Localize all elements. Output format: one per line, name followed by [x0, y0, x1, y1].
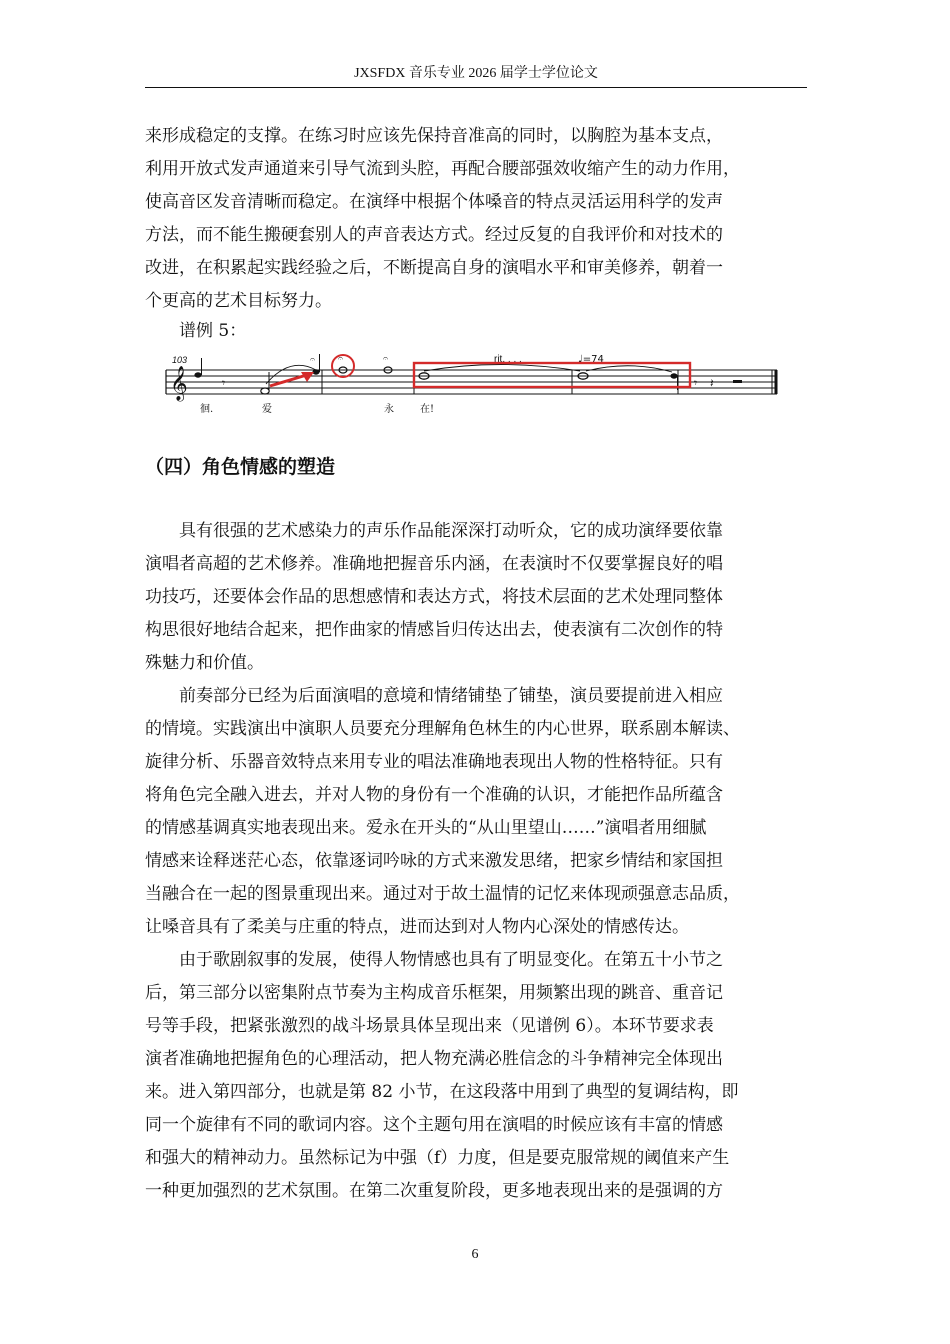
tempo-marking: rit. . . .	[494, 354, 522, 365]
treble-clef-icon: 𝄞	[170, 366, 188, 401]
rest-icon: 𝄽	[710, 376, 714, 390]
paragraph-line: 改进，在积累起实践经验之后，不断提高自身的演唱水平和审美修养，朝着一	[145, 258, 723, 278]
paragraph-line: 功技巧，还要体会作品的思想感情和表达方式，将技术层面的艺术处理同整体	[145, 587, 723, 607]
fermata-icon: 𝄐	[383, 354, 389, 364]
figure-caption: 谱例 5：	[179, 321, 247, 341]
music-score-figure	[160, 350, 785, 420]
paragraph-line: 一种更加强烈的艺术氛围。在第二次重复阶段，更多地表现出来的是强调的方	[145, 1181, 723, 1201]
paragraph-line: 具有很强的艺术感染力的声乐作品能深深打动听众，它的成功演绎要依靠	[179, 521, 723, 541]
paragraph-line: 情感来诠释迷茫心态，依靠逐词吟咏的方式来激发思绪，把家乡情结和家国担	[145, 851, 723, 871]
paragraph-line: 当融合在一起的图景重现出来。通过对于故土温情的记忆来体现顽强意志品质，	[145, 884, 740, 904]
paragraph-line: 利用开放式发声通道来引导气流到头腔，再配合腰部强效收缩产生的动力作用，	[145, 159, 740, 179]
note	[194, 372, 201, 377]
tie	[586, 366, 672, 372]
lyric: 永	[384, 404, 394, 415]
paragraph-line: 殊魅力和价值。	[145, 653, 264, 673]
paragraph-line: 使高音区发音清晰而稳定。在演绎中根据个体嗓音的特点灵活运用科学的发声	[145, 192, 723, 212]
paragraph-line: 的情感基调真实地表现出来。爱永在开头的“从山里望山……”演唱者用细腻	[145, 818, 707, 838]
lyric: 在!	[420, 404, 435, 415]
lyric: 徊.	[200, 404, 214, 415]
page-number: 6	[471, 1247, 479, 1262]
paragraph-line: 号等手段，把紧张激烈的战斗场景具体呈现出来（见谱例 6）。本环节要求表	[145, 1016, 714, 1036]
paragraph-line: 的情境。实践演出中演职人员要充分理解角色林生的内心世界，联系剧本解读、	[145, 719, 740, 739]
header-rule	[145, 87, 807, 88]
rest-icon: 𝄾	[694, 376, 698, 390]
lyric: 爱	[262, 404, 272, 415]
paragraph-line: 将角色完全融入进去，并对人物的身份有一个准确的认识，才能把作品所蕴含	[145, 785, 723, 805]
paragraph-line: 旋律分析、乐器音效特点来用专业的唱法准确地表现出人物的性格特征。只有	[145, 752, 723, 772]
paragraph-line: 让嗓音具有了柔美与庄重的特点，进而达到对人物内心深处的情感传达。	[145, 917, 689, 937]
paragraph-line: 方法，而不能生搬硬套别人的声音表达方式。经过反复的自我评价和对技术的	[145, 225, 723, 245]
paragraph-line: 构思很好地结合起来，把作曲家的情感旨归传达出去，使表演有二次创作的特	[145, 620, 723, 640]
paragraph-line: 同一个旋律有不同的歌词内容。这个主题句用在演唱的时候应该有丰富的情感	[145, 1115, 723, 1135]
paragraph-line: 演者准确地把握角色的心理活动，把人物充满必胜信念的斗争精神完全体现出	[145, 1049, 723, 1069]
rest-icon	[733, 380, 742, 383]
paragraph-line: 个更高的艺术目标努力。	[145, 291, 332, 311]
paragraph-line: 和强大的精神动力。虽然标记为中强（f）力度，但是要克服常规的阈值来产生	[145, 1148, 730, 1168]
measure-number: 103	[172, 355, 188, 365]
fermata-icon: 𝄐	[310, 355, 316, 365]
paragraph-line: 来。进入第四部分，也就是第 82 小节，在这段落中用到了典型的复调结构，即	[145, 1082, 739, 1102]
rest-icon: 𝄾	[222, 376, 226, 390]
metronome-marking: ♩=74	[578, 354, 604, 365]
paragraph-line: 演唱者高超的艺术修养。准确地把握音乐内涵，在表演时不仅要掌握良好的唱	[145, 554, 723, 574]
staff-lines	[166, 370, 777, 394]
fermata-icon: 𝄐	[338, 354, 344, 364]
note	[261, 388, 269, 394]
note	[670, 373, 677, 378]
paragraph-line: 前奏部分已经为后面演唱的意境和情绪铺垫了铺垫，演员要提前进入相应	[179, 686, 723, 706]
paragraph-line: 由于歌剧叙事的发展，使得人物情感也具有了明显变化。在第五十小节之	[179, 950, 723, 970]
running-header: JXSFDX 音乐专业 2026 届学士学位论文	[354, 66, 598, 81]
section-heading: （四）角色情感的塑造	[145, 456, 336, 478]
paragraph-line: 后，第三部分以密集附点节奏为主构成音乐框架，用频繁出现的跳音、重音记	[145, 983, 723, 1003]
paragraph-line: 来形成稳定的支撑。在练习时应该先保持音准高的同时，以胸腔为基本支点，	[145, 126, 723, 146]
